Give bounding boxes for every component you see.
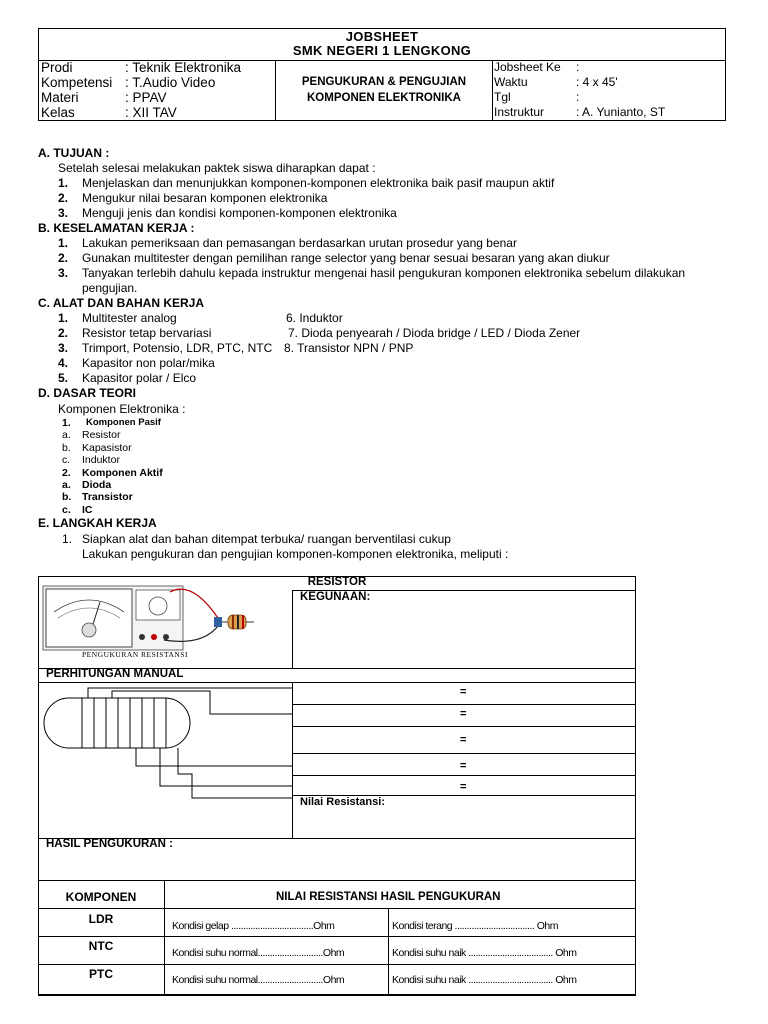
list-item: Resistor <box>82 429 121 442</box>
list-item: Tanyakan terlebih dahulu kepada instruktur mengenai hasil pengukuran komponen elektronika sebelum dilakukan <box>82 266 686 280</box>
section-d-intro: Komponen Elektronika : <box>58 402 186 416</box>
perhitungan-label: PERHITUNGAN MANUAL <box>46 668 184 680</box>
list-item: Trimport, Potensio, LDR, PTC, NTC <box>82 341 273 355</box>
row-name-ntc: NTC <box>88 939 114 953</box>
list-item: Transistor <box>82 491 133 504</box>
header-topic-line2: KOMPONEN ELEKTRONIKA <box>307 92 461 104</box>
list-item: Kapasitor polar / Elco <box>82 371 197 385</box>
list-number: 3. <box>58 266 69 280</box>
col-nilai: NILAI RESISTANSI HASIL PENGUKURAN <box>276 891 501 903</box>
list-number: 4. <box>58 356 69 370</box>
equals-sign: = <box>460 760 467 772</box>
header-field-kelas: Kelas : XII TAV <box>41 105 177 120</box>
header-field-materi: Materi : PPAV <box>41 90 167 105</box>
list-number: 1. <box>58 176 69 190</box>
section-e-title: E. LANGKAH KERJA <box>38 516 157 530</box>
list-number: 2. <box>58 326 69 340</box>
equals-sign: = <box>460 734 467 746</box>
list-item: Kapasistor <box>82 441 132 454</box>
resistor-title: RESISTOR <box>307 576 367 588</box>
list-item: 8. Transistor NPN / PNP <box>284 341 414 355</box>
header-title-row <box>39 29 725 61</box>
list-item: Lakukan pemeriksaan dan pemasangan berdasarkan urutan prosedur yang benar <box>82 236 517 250</box>
header-field-jobsheet: Jobsheet Ke : <box>494 60 580 74</box>
list-marker: a. <box>62 429 71 442</box>
list-marker: 2. <box>62 466 71 479</box>
header-topic-line1: PENGUKURAN & PENGUJIAN <box>301 76 467 88</box>
list-number: 3. <box>58 341 69 355</box>
list-number: 2. <box>58 251 69 265</box>
resistor-band-diagram <box>40 686 292 836</box>
header-field-instruktur: Instruktur : A. Yunianto, ST <box>494 105 666 119</box>
resistor-icon <box>40 686 292 836</box>
header-field-prodi: Prodi : Teknik Elektronika <box>41 60 242 75</box>
list-item: 6. Induktor <box>286 311 343 325</box>
list-item-continuation: Lakukan pengukuran dan pengujian komponen-komponen elektronika, meliputi : <box>82 547 509 561</box>
section-a-title: A. TUJUAN : <box>38 146 110 160</box>
list-item: Gunakan multitester dengan pemilihan range selector yang benar sesuai besaran yang akan diukur <box>82 251 610 265</box>
list-number: 1. <box>62 532 73 546</box>
row-name-ptc: PTC <box>89 967 113 981</box>
ptc-left: Kondisi suhu normal...........................Ohm <box>172 974 345 986</box>
jobsheet-header <box>38 28 726 121</box>
list-marker: a. <box>62 479 71 491</box>
list-item: Mengukur nilai besaran komponen elektronika <box>82 191 328 205</box>
work-table <box>38 576 636 996</box>
section-a-intro: Setelah selesai melakukan paktek siswa diharapkan dapat : <box>58 161 376 175</box>
multitester-image <box>42 582 256 662</box>
section-c-title: C. ALAT DAN BAHAN KERJA <box>38 296 204 310</box>
list-number: 2. <box>58 191 69 205</box>
equals-sign: = <box>460 781 467 793</box>
equals-sign: = <box>460 708 467 720</box>
list-marker: c. <box>62 503 71 516</box>
kegunaan-label: KEGUNAAN: <box>300 591 371 603</box>
list-item: Resistor tetap bervariasi <box>82 326 212 340</box>
list-item-continuation: pengujian. <box>82 281 138 295</box>
equals-sign: = <box>460 686 467 698</box>
list-item: Induktor <box>82 454 120 467</box>
list-number: 1. <box>58 311 69 325</box>
header-school: SMK NEGERI 1 LENGKONG <box>292 43 472 58</box>
list-item: Multitester analog <box>82 311 177 325</box>
ptc-right: Kondisi suhu naik ................................... Ohm <box>392 974 577 986</box>
list-marker: c. <box>62 454 71 467</box>
header-field-kompetensi: Kompetensi : T.Audio Video <box>41 75 216 90</box>
list-item: Menguji jenis dan kondisi komponen-komponen elektronika <box>82 206 397 220</box>
col-komponen: KOMPONEN <box>65 890 137 904</box>
list-item: Komponen Pasif <box>86 417 161 428</box>
ldr-left: Kondisi gelap ..................................Ohm <box>172 920 335 932</box>
list-item: Kapasitor non polar/mika <box>82 356 215 370</box>
hasil-label: HASIL PENGUKURAN : <box>46 838 173 850</box>
list-number: 5. <box>58 371 69 385</box>
ntc-right: Kondisi suhu naik ................................... Ohm <box>392 947 577 959</box>
nilai-resistansi-label: Nilai Resistansi: <box>300 796 385 808</box>
header-field-waktu: Waktu : 4 x 45' <box>494 75 618 89</box>
header-title: JOBSHEET <box>345 29 419 44</box>
list-item: Dioda <box>82 479 112 491</box>
list-item: IC <box>82 503 93 516</box>
list-marker: 1. <box>62 417 71 429</box>
list-marker: b. <box>62 491 72 504</box>
ldr-right: Kondisi terang ................................. Ohm <box>392 920 558 932</box>
section-b-title: B. KESELAMATAN KERJA : <box>38 221 195 235</box>
list-number: 3. <box>58 206 69 220</box>
list-item: Siapkan alat dan bahan ditempat terbuka/ ruangan berventilasi cukup <box>82 532 451 546</box>
ntc-left: Kondisi suhu normal...........................Ohm <box>172 947 345 959</box>
image-caption: PENGUKURAN RESISTANSI <box>82 650 188 659</box>
list-number: 1. <box>58 236 69 250</box>
section-d-title: D. DASAR TEORI <box>38 386 137 400</box>
list-item: Komponen Aktif <box>82 466 163 479</box>
header-field-tgl: Tgl : <box>494 90 580 104</box>
list-marker: b. <box>62 441 71 454</box>
list-item: Menjelaskan dan menunjukkan komponen-komponen elektronika baik pasif maupun aktif <box>82 176 555 190</box>
list-item: 7. Dioda penyearah / Dioda bridge / LED / Dioda Zener <box>288 326 581 340</box>
row-name-ldr: LDR <box>88 912 114 926</box>
